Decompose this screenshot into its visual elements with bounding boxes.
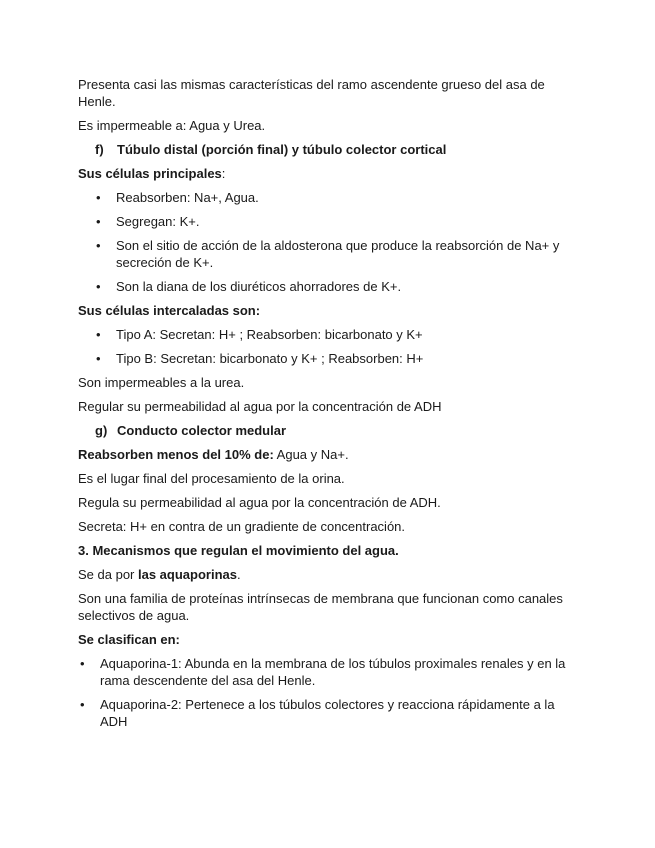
bullet-icon: •	[96, 214, 101, 229]
list-item: • Tipo B: Secretan: bicarbonato y K+ ; Reabsorben: H+	[96, 351, 424, 366]
list-item: • Son la diana de los diuréticos ahorradores de K+.	[96, 279, 402, 294]
document-page	[78, 76, 578, 737]
adh-paragraph: Regular su permeabilidad al agua por la concentración de ADH	[78, 399, 442, 414]
bullet-icon: •	[80, 697, 85, 712]
intercalated-cells-label: Sus células intercaladas son:	[78, 303, 261, 318]
bullet-icon: •	[96, 238, 101, 253]
list-item: • Tipo A: Secretan: H+ ; Reabsorben: bicarbonato y K+	[96, 327, 423, 342]
section-3-title: 3. Mecanismos que regulan el movimiento del agua.	[78, 543, 399, 558]
final-processing-paragraph: Es el lugar final del procesamiento de la orina.	[78, 471, 345, 486]
permeability-paragraph: Regula su permeabilidad al agua por la concentración de ADH.	[78, 495, 441, 510]
list-item: • Aquaporina-2: Pertenece a los túbulos colectores y reacciona rápidamente a la ADH	[80, 697, 555, 729]
list-item: • Aquaporina-1: Abunda en la membrana de los túbulos proximales renales y en la rama descendente del asa del Henle.	[80, 656, 566, 688]
urea-paragraph: Son impermeables a la urea.	[78, 375, 245, 390]
list-item: • Segregan: K+.	[96, 214, 200, 229]
section-f-heading	[78, 141, 578, 158]
section-g-heading	[78, 422, 578, 439]
bullet-icon: •	[96, 190, 101, 205]
bullet-icon: •	[80, 656, 85, 671]
section-f-title: Túbulo distal (porción final) y túbulo colector cortical	[117, 142, 447, 157]
reabsorb-paragraph: Reabsorben menos del 10% de: Agua y Na+.	[78, 447, 349, 462]
intro-paragraph-henle: Presenta casi las mismas características del ramo ascendente grueso del asa de Henle.	[78, 77, 545, 109]
bullet-icon: •	[96, 279, 101, 294]
aquaporins-intro: Se da por las aquaporinas.	[78, 567, 241, 582]
classification-label: Se clasifican en:	[78, 632, 180, 647]
secretion-paragraph: Secreta: H+ en contra de un gradiente de concentración.	[78, 519, 406, 534]
section-f-letter: f)	[95, 142, 104, 157]
section-g-letter: g)	[95, 423, 108, 438]
intercalated-cells-list	[78, 326, 578, 367]
principal-cells-list	[78, 189, 578, 295]
principal-cells-label: Sus células principales:	[78, 166, 226, 181]
bullet-icon: •	[96, 327, 101, 342]
aquaporin-list	[78, 655, 578, 730]
bullet-icon: •	[96, 351, 101, 366]
section-g-title: Conducto colector medular	[117, 423, 287, 438]
intro-paragraph-impermeable: Es impermeable a: Agua y Urea.	[78, 118, 266, 133]
aquaporins-family-paragraph: Son una familia de proteínas intrínsecas de membrana que funcionan como canales selectivos de agua.	[78, 591, 563, 623]
list-item: • Reabsorben: Na+, Agua.	[96, 190, 259, 205]
list-item: • Son el sitio de acción de la aldosterona que produce la reabsorción de Na+ y secreción de K+.	[96, 238, 560, 270]
